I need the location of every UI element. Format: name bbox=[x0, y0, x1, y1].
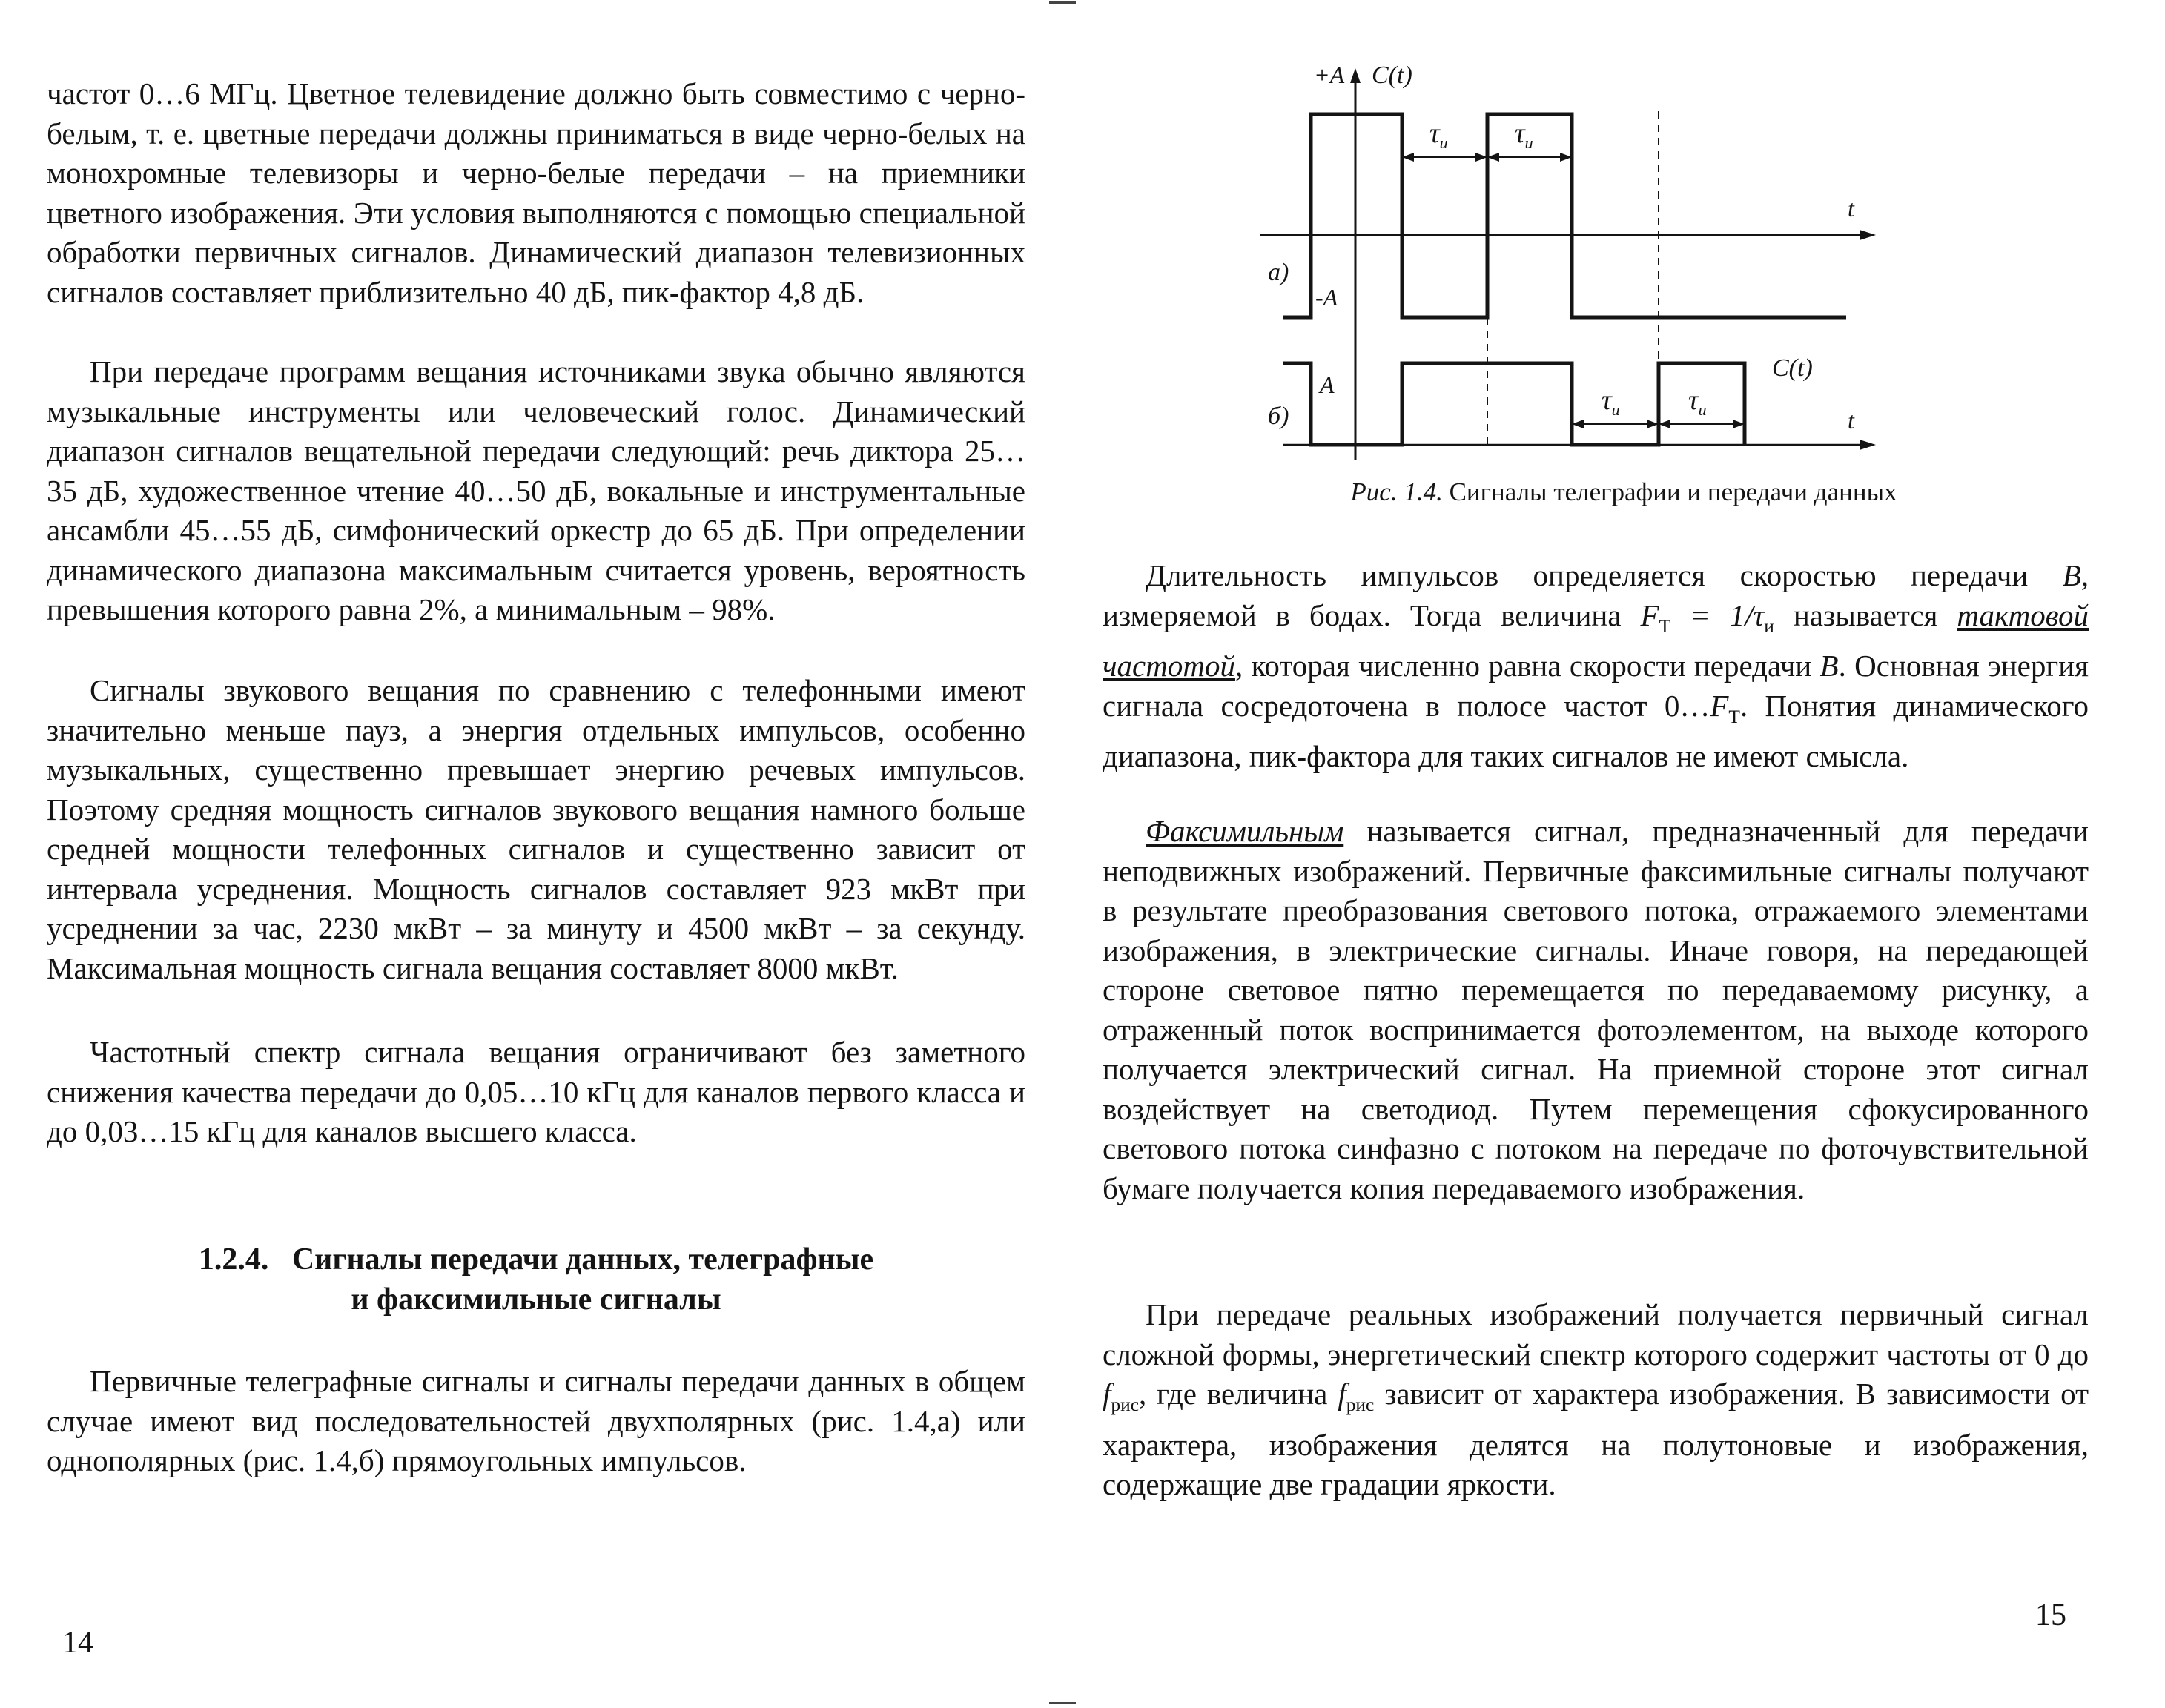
amplitude-axis-arrow bbox=[1350, 68, 1361, 83]
label-tau-a2 bbox=[1515, 118, 1533, 152]
p3-text-3: зависит от характера изображения. В зависимости от характера, изображения делятся на полутоновые и изображения, содержащие две градации яркости. bbox=[1103, 1377, 2089, 1502]
right-paragraph-2 bbox=[1103, 812, 2089, 1208]
section-heading bbox=[47, 1239, 1025, 1320]
left-paragraph-1: частот 0…6 МГц. Цветное телевидение должно быть совместимо с черно-белым, т. е. цветные передачи должны приниматься в виде черно-белых на монохромные телевизоры и черно-белые передачи – на приемники цветного изображения. Эти условия выполняются с помощью специальной обработки первичных сигналов. Динамический диапазон телевизионных сигналов составляет приблизительно 40 дБ, пик-фактор 4,8 дБ. bbox=[47, 76, 1025, 309]
left-page bbox=[0, 0, 1068, 1708]
label-tau-a1 bbox=[1429, 118, 1448, 152]
p1-text-4: , которая численно равна скорости передачи bbox=[1234, 649, 1820, 683]
term-facsimile: Факсимильным bbox=[1146, 814, 1344, 848]
time-axis-a-arrow bbox=[1860, 230, 1876, 240]
left-paragraph-3: Сигналы звукового вещания по сравнению с телефонными имеют значительно меньше пауз, а энергия отдельных импульсов, особенно музыкальных, существенно превышает энергию речевых импульсов. Поэтому средняя мощность сигналов звукового вещания намного больше средней мощности телефонных сигналов и существенно зависит от интервала усреднения. Мощность сигналов составляет 923 мкВт при усреднении за час, 2230 мкВт – за минуту и 4500 мкВт – за секунду. Максимальная мощность сигнала вещания составляет 8000 мкВт. bbox=[47, 673, 1025, 985]
label-plus-a: +A bbox=[1314, 62, 1345, 88]
right-paragraph-1 bbox=[1103, 556, 2089, 777]
section-title-line2: и факсимильные сигналы bbox=[351, 1282, 721, 1317]
time-axis-b-arrow bbox=[1860, 440, 1876, 450]
formula: = 1/τ bbox=[1670, 598, 1765, 632]
figure-caption-text: Сигналы телеграфии и передачи данных bbox=[1449, 477, 1897, 506]
p1-text-6: . Понятия динамического диапазона, пик-фактора для таких сигналов не имеют смысла. bbox=[1103, 688, 2089, 774]
label-tau-a2-symbol: τ bbox=[1515, 118, 1525, 149]
label-tau-a2-sub: и bbox=[1524, 133, 1533, 152]
label-tau-a1-symbol: τ bbox=[1429, 118, 1440, 149]
label-minus-a: -A bbox=[1315, 284, 1338, 311]
label-b: б) bbox=[1268, 403, 1289, 430]
var-b: B bbox=[2062, 558, 2081, 592]
var-ft-2: F bbox=[1710, 688, 1729, 723]
label-tau-b2-symbol: τ bbox=[1688, 385, 1699, 416]
var-f-pic-2: f bbox=[1338, 1377, 1346, 1411]
var-ft-sub: T bbox=[1659, 615, 1671, 637]
page-number-right: 15 bbox=[2035, 1598, 2066, 1632]
bipolar-signal bbox=[1283, 114, 1846, 317]
var-f-pic-2-sub: рис bbox=[1346, 1394, 1375, 1416]
right-paragraph-3 bbox=[1103, 1295, 2089, 1505]
page-number-left: 14 bbox=[62, 1626, 93, 1660]
figure-caption-number: Рис. 1.4. bbox=[1350, 477, 1443, 506]
label-tau-b2-sub: и bbox=[1698, 400, 1707, 419]
label-tau-b1 bbox=[1602, 385, 1620, 419]
p1-text-3: называется bbox=[1774, 598, 1957, 632]
var-ft: F bbox=[1640, 598, 1659, 632]
label-tau-b1-sub: и bbox=[1611, 400, 1620, 419]
left-paragraph-2: При передаче программ вещания источниками звука обычно являются музыкальные инструменты или человеческий голос. Динамический диапазон сигналов вещательной передачи следующий: речь диктора 25…35 дБ, художественное чтение 40…50 дБ, вокальные и инструментальные ансамбли 45…55 дБ, симфонический оркестр до 65 дБ. При определении динамического диапазона максимальным считается уровень, вероятность превышения которого равна 2%, а минимальным – 98%. bbox=[47, 354, 1025, 626]
section-heading-line1 bbox=[47, 1239, 1025, 1280]
p1-text-1: Длительность импульсов определяется скоростью передачи bbox=[1146, 558, 2063, 592]
label-tau-a1-sub: и bbox=[1439, 133, 1448, 152]
p3-text-2: , где величина bbox=[1138, 1377, 1338, 1411]
formula-sub: и bbox=[1764, 615, 1774, 637]
var-f-pic: f bbox=[1103, 1377, 1111, 1411]
var-b-2: B bbox=[1819, 649, 1839, 683]
unipolar-signal bbox=[1283, 363, 1745, 445]
label-tau-b1-symbol: τ bbox=[1602, 385, 1612, 416]
left-paragraph-4: Частотный спектр сигнала вещания ограничивают без заметного снижения качества передачи до 0,05…10 кГц для каналов первого класса и до 0,03…15 кГц для каналов высшего класса. bbox=[47, 1035, 1025, 1148]
p1-text-5: . Основная энергия сигнала сосредоточена в полосе частот 0… bbox=[1103, 649, 2089, 723]
var-f-pic-sub: рис bbox=[1111, 1394, 1139, 1416]
label-a-level: A bbox=[1320, 371, 1335, 398]
p2-text: называется сигнал, предназначенный для передачи неподвижных изображений. Первичные факсимильные сигналы получают в результате преобразования светового потока, отражаемого элементами изображения, в электрические сигналы. Иначе говоря, на передающей стороне световое пятно перемещается по передаваемому рисунку, а отраженный поток воспринимается фотоэлементом, на выходе которого получается электрический сигнал. На приемной стороне этот сигнал воздействует на светодиод. Путем перемещения сфокусированного светового потока синфазно с потоком на передаче по фоточувствительной бумаге получается копия передаваемого изображения. bbox=[1103, 814, 2089, 1205]
var-ft-2-sub: T bbox=[1728, 706, 1740, 727]
signal-diagram bbox=[1260, 44, 1891, 482]
term-clock-frequency: тактовой частотой bbox=[1103, 598, 2089, 683]
label-t-a: t bbox=[1848, 195, 1854, 222]
label-ct-bottom: C(t) bbox=[1772, 354, 1813, 382]
section-number: 1.2.4. bbox=[198, 1242, 269, 1277]
label-tau-b2 bbox=[1688, 385, 1707, 419]
p1-text-2: , измеряемой в бодах. Тогда величина bbox=[1103, 558, 2089, 632]
left-paragraph-5: Первичные телеграфные сигналы и сигналы передачи данных в общем случае имеют вид последовательностей двухполярных (рис. 1.4,а) или однополярных (рис. 1.4,б) прямоугольных импульсов. bbox=[47, 1364, 1025, 1477]
label-t-b: t bbox=[1848, 407, 1854, 434]
section-title-line1: Сигналы передачи данных, телеграфные bbox=[291, 1242, 874, 1277]
label-ct-top: C(t) bbox=[1372, 62, 1412, 89]
p3-text-1: При передаче реальных изображений получается первичный сигнал сложной формы, энергетический спектр которого содержит частоты от 0 до bbox=[1103, 1297, 2089, 1371]
label-a: а) bbox=[1268, 259, 1289, 286]
